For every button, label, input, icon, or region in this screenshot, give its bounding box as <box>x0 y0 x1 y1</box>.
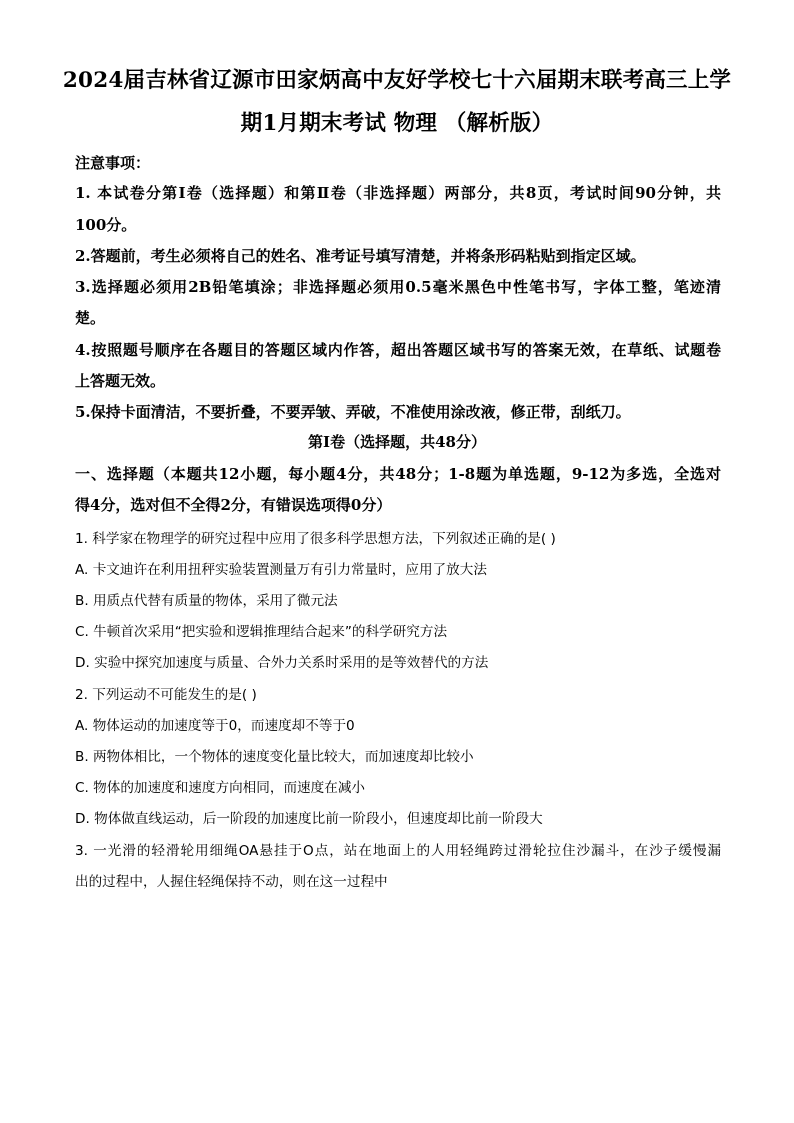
question-2-option-a: A. 物体运动的加速度等于0，而速度却不等于0 <box>75 718 355 734</box>
section-instructions-line-1: 一、选择题（本题共12小题，每小题4分，共48分；1-8题为单选题，9-12为多选，全选对 <box>75 465 721 483</box>
question-2-option-c: C. 物体的加速度和速度方向相同，而速度在减小 <box>75 780 366 796</box>
note-line-5: 5.保持卡面清洁，不要折叠，不要弄皱、弄破，不准使用涂改液，修正带，刮纸刀。 <box>75 403 631 421</box>
note-line-3-cont: 楚。 <box>75 309 106 327</box>
question-3-stem-line-2: 出的过程中，人握住轻绳保持不动，则在这一过程中 <box>75 874 388 890</box>
question-2-option-d: D. 物体做直线运动，后一阶段的加速度比前一阶段小，但速度却比前一阶段大 <box>75 811 543 827</box>
notes-heading: 注意事项： <box>75 154 151 172</box>
document-title-line-2: 期1月期末考试 物理 （解析版） <box>240 111 554 136</box>
question-2-stem: 2. 下列运动不可能发生的是( ) <box>75 687 257 703</box>
question-1-stem: 1. 科学家在物理学的研究过程中应用了很多科学思想方法，下列叙述正确的是( ) <box>75 531 556 547</box>
section-title: 第Ⅰ卷（选择题，共48分） <box>308 433 486 451</box>
question-1-option-b: B. 用质点代替有质量的物体，采用了微元法 <box>75 593 338 609</box>
note-line-3: 3.选择题必须用2B铅笔填涂；非选择题必须用0.5毫米黑色中性笔书写，字体工整，笔迹清 <box>75 278 721 296</box>
note-line-1: 1. 本试卷分第Ⅰ卷（选择题）和第Ⅱ卷（非选择题）两部分，共8页，考试时间90分钟，共 <box>75 184 721 202</box>
note-line-2: 2.答题前，考生必须将自己的姓名、准考证号填写清楚，并将条形码粘贴到指定区域。 <box>75 247 646 265</box>
question-3-stem-line-1: 3. 一光滑的轻滑轮用细绳OA悬挂于O点，站在地面上的人用轻绳跨过滑轮拉住沙漏斗，在沙子缓慢漏 <box>75 843 721 859</box>
question-1-option-a: A. 卡文迪许在利用扭秤实验装置测量万有引力常量时，应用了放大法 <box>75 562 487 578</box>
question-1-option-d: D. 实验中探究加速度与质量、合外力关系时采用的是等效替代的方法 <box>75 655 489 671</box>
document-title-line-1: 2024届吉林省辽源市田家炳高中友好学校七十六届期末联考高三上学 <box>62 68 732 93</box>
note-line-4: 4.按照题号顺序在各题目的答题区域内作答，超出答题区域书写的答案无效，在草纸、试题卷 <box>75 341 721 359</box>
note-line-4-cont: 上答题无效。 <box>75 372 166 390</box>
question-2-option-b: B. 两物体相比，一个物体的速度变化量比较大，而加速度却比较小 <box>75 749 474 765</box>
note-line-1-cont: 100分。 <box>75 216 137 234</box>
question-1-option-c: C. 牛顿首次采用“把实验和逻辑推理结合起来”的科学研究方法 <box>75 624 448 640</box>
section-instructions-line-2: 得4分，选对但不全得2分，有错误选项得0分） <box>75 496 392 514</box>
